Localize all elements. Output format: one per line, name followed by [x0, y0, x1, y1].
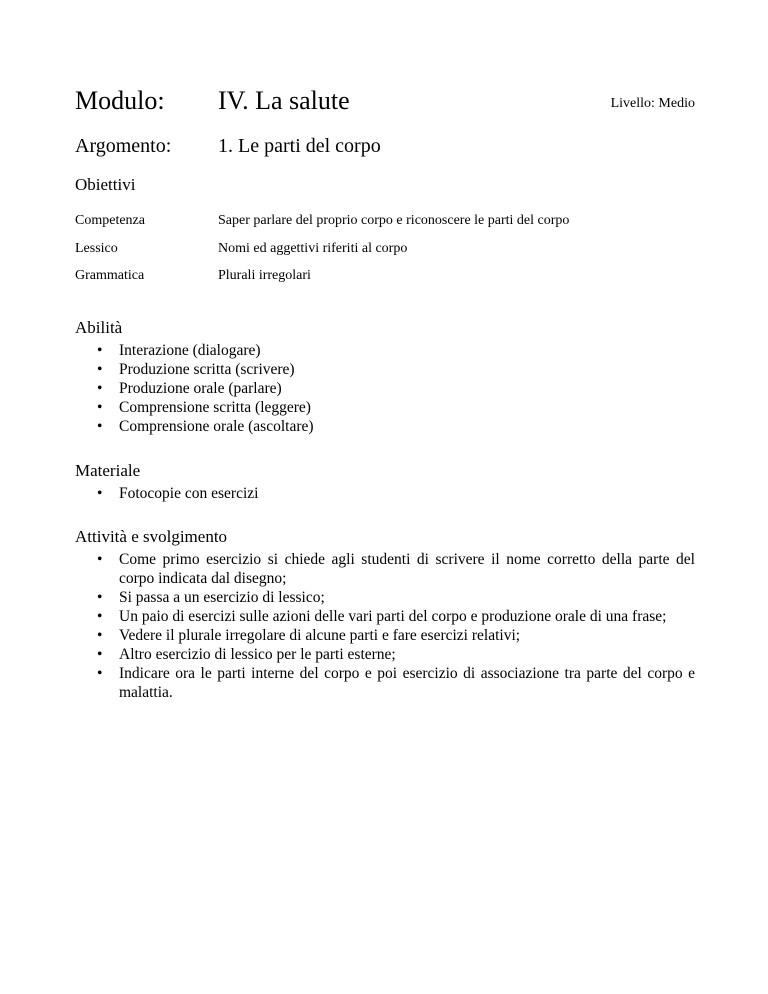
list-item-text: Vedere il plurale irregolare di alcune parti e fare esercizi relativi;: [119, 627, 521, 644]
list-item: [97, 379, 597, 398]
list-item-text: Come primo esercizio si chiede agli studenti di scrivere il nome corretto della parte del corpo indicata dal disegno;: [119, 551, 695, 587]
list-item-text: Comprensione scritta (leggere): [119, 399, 311, 416]
bullet-icon: •: [97, 418, 103, 435]
obiettivo-value: Saper parlare del proprio corpo e riconoscere le parti del corpo: [218, 213, 570, 228]
argomento-label: Argomento:: [75, 135, 172, 157]
list-item-text: Produzione orale (parlare): [119, 380, 282, 397]
bullet-icon: •: [97, 551, 103, 568]
obiettivo-label: Grammatica: [75, 268, 145, 283]
list-item-text: Altro esercizio di lessico per le parti esterne;: [119, 646, 396, 663]
list-item: [97, 550, 695, 588]
livello-label: Livello: Medio: [610, 96, 695, 111]
list-item-text: Un paio di esercizi sulle azioni delle vari parti del corpo e produzione orale di una frase;: [119, 608, 667, 625]
list-item-text: Si passa a un esercizio di lessico;: [119, 589, 325, 606]
list-item: [97, 626, 695, 645]
bullet-icon: •: [97, 361, 103, 378]
list-item: [97, 645, 695, 664]
materiale-list: [97, 484, 597, 503]
list-item: [97, 607, 695, 626]
list-item: [97, 417, 597, 436]
bullet-icon: •: [97, 646, 103, 663]
abilita-heading: Abilità: [75, 318, 123, 337]
list-item: [97, 588, 695, 607]
list-item: [97, 341, 597, 360]
list-item-text: Interazione (dialogare): [119, 342, 261, 359]
abilita-list: [97, 341, 597, 436]
bullet-icon: •: [97, 665, 103, 682]
list-item-text: Produzione scritta (scrivere): [119, 361, 295, 378]
modulo-value: IV. La salute: [218, 86, 350, 115]
materiale-heading: Materiale: [75, 461, 141, 480]
list-item-text: Indicare ora le parti interne del corpo e poi esercizio di associazione tra parte del corpo e malattia.: [119, 665, 695, 701]
obiettivo-label: Competenza: [75, 213, 145, 228]
bullet-icon: •: [97, 380, 103, 397]
bullet-icon: •: [97, 485, 103, 502]
bullet-icon: •: [97, 608, 103, 625]
modulo-label: Modulo:: [75, 86, 165, 115]
list-item: [97, 398, 597, 417]
bullet-icon: •: [97, 342, 103, 359]
obiettivi-heading: Obiettivi: [75, 175, 136, 194]
bullet-icon: •: [97, 627, 103, 644]
list-item-text: Fotocopie con esercizi: [119, 485, 259, 502]
list-item-text: Comprensione orale (ascoltare): [119, 418, 314, 435]
obiettivo-value: Nomi ed aggettivi riferiti al corpo: [218, 241, 408, 256]
attivita-list: [97, 550, 695, 702]
bullet-icon: •: [97, 399, 103, 416]
list-item: [97, 484, 597, 503]
bullet-icon: •: [97, 589, 103, 606]
obiettivo-label: Lessico: [75, 241, 118, 256]
attivita-heading: Attività e svolgimento: [75, 527, 228, 546]
list-item: [97, 360, 597, 379]
list-item: [97, 664, 695, 702]
obiettivo-value: Plurali irregolari: [218, 268, 311, 283]
argomento-value: 1. Le parti del corpo: [218, 135, 381, 157]
